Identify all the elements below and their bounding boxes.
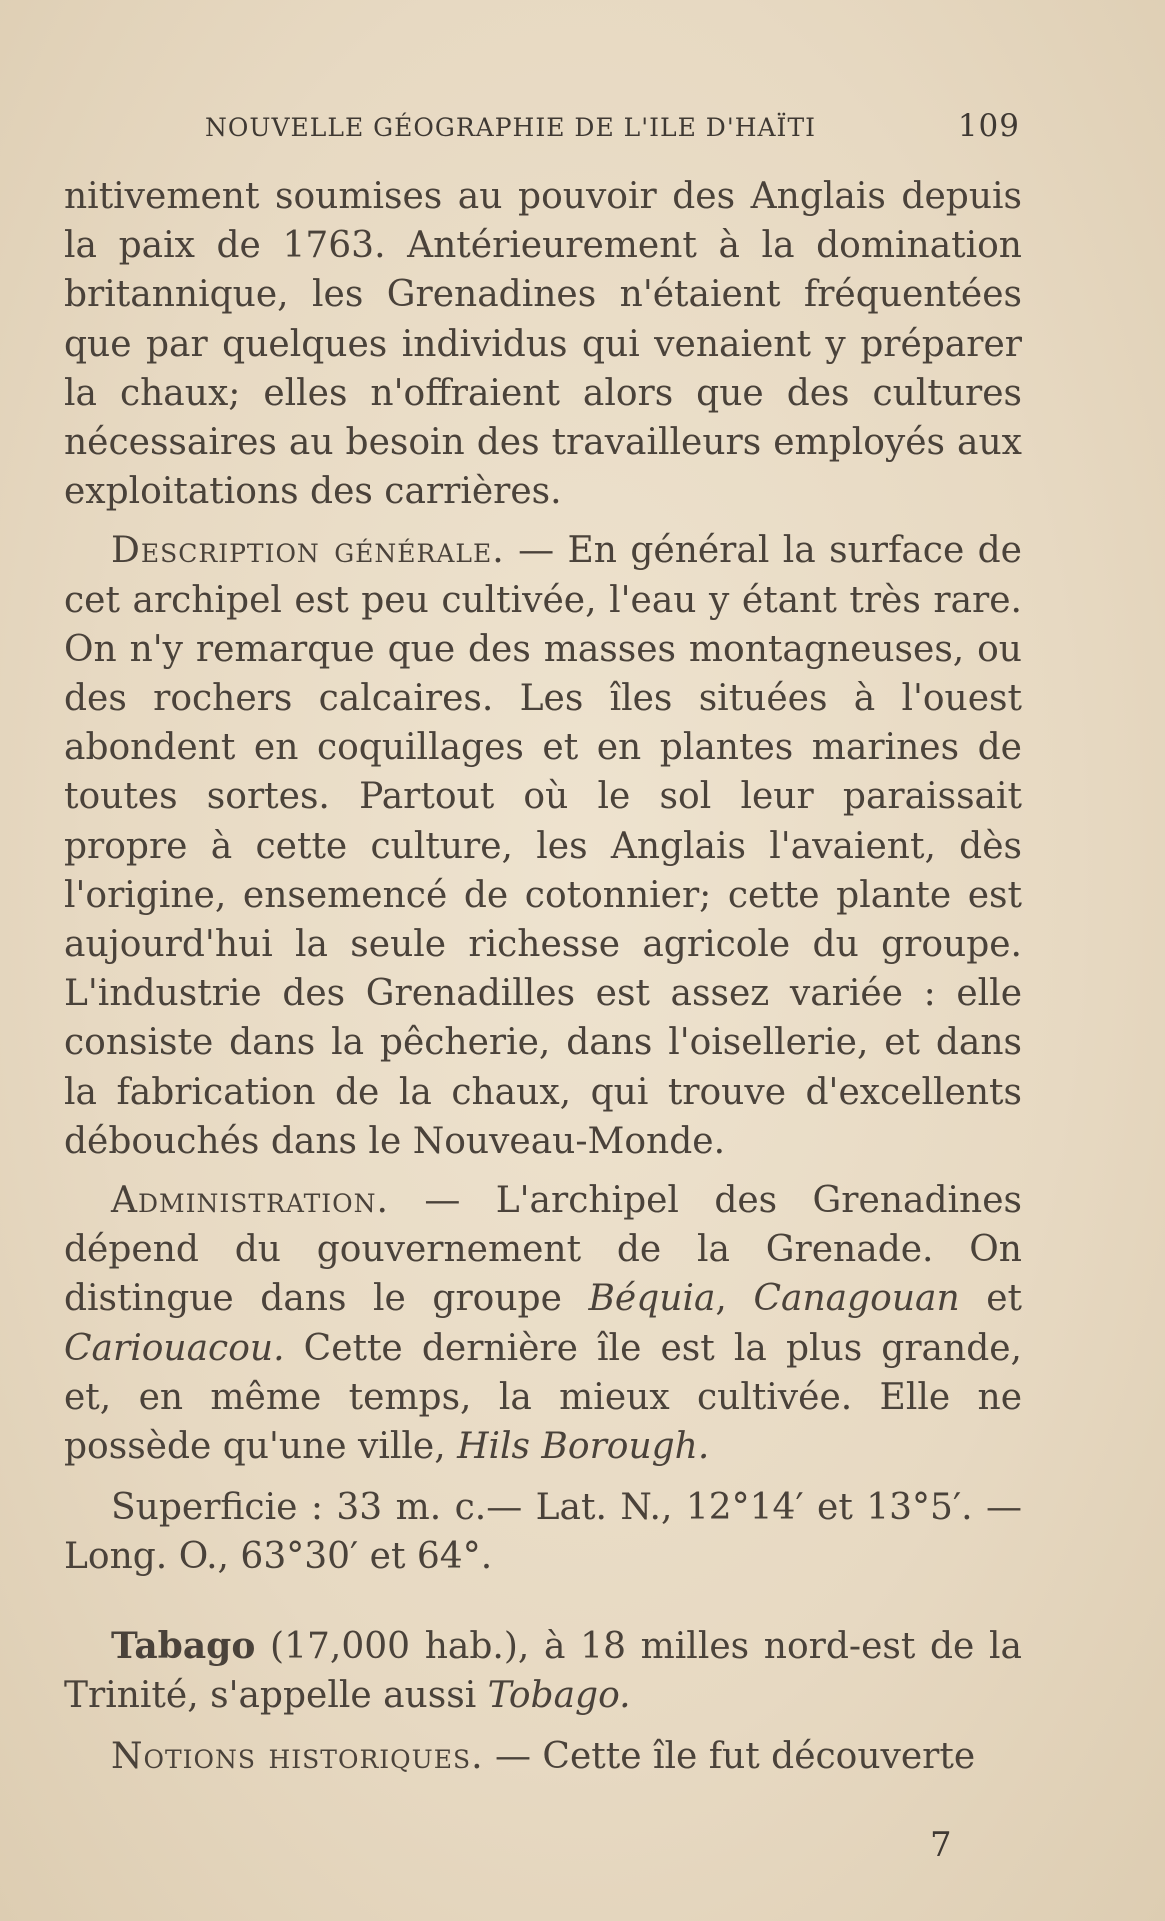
paragraph-text: — En général la surface de cet archipel est peu cultivée, l'eau y étant très rare. On n'y remarque que des masses montagneuses, ou des rochers calcaires. Les îles situées à l'ouest abondent en coquillages et en plantes marines de toutes sortes. Partout où le sol leur paraissait propre à cette culture, les Anglais l'avaient, dès l'origine, ensemencé de cotonnier; cette plante est aujourd'hui la seule richesse agricole du groupe. L'industrie des Grenadilles est assez variée : elle consiste dans la pêcherie, dans l'oisellerie, et dans la fabrication de la chaux, qui trouve d'excellents débouchés dans le Nouveau-Monde.	[64, 530, 1022, 1162]
paragraph-text: — Cette île fut découverte	[483, 1736, 976, 1778]
island-alt-name: Tobago.	[487, 1674, 631, 1716]
island-heading-tabago: Tabago	[111, 1624, 256, 1667]
signature-mark: 7	[930, 1825, 952, 1865]
paragraph-continuation	[64, 172, 1022, 516]
separator-text: et	[959, 1278, 1022, 1320]
section-heading-description: Description générale.	[111, 530, 505, 572]
page-number: 109	[957, 108, 1020, 144]
island-name-cariouacou: Cariouacou.	[64, 1327, 285, 1369]
paragraph-notions	[64, 1732, 1022, 1781]
paragraph-text: Cette dernière île est la plus grande, et, en même temps, la mieux cultivée. Elle ne possède qu'une ville,	[64, 1327, 1022, 1468]
paragraph-description	[64, 526, 1022, 1166]
separator-text: ,	[715, 1278, 754, 1320]
running-header	[205, 108, 1020, 144]
paragraph-tabago	[64, 1622, 1022, 1720]
paragraph-superficie	[64, 1483, 1022, 1581]
paragraph-text: — L'archipel des Grenadines dépend du gouvernement de la Grenade. On distingue dans le groupe	[64, 1180, 1022, 1320]
section-heading-administration: Administration.	[111, 1180, 389, 1222]
paragraph-text: (17,000 hab.), à 18 milles nord-est de la Trinité, s'appelle aussi	[64, 1625, 1022, 1716]
page-body	[64, 172, 1022, 1781]
island-name-bequia: Béquia	[588, 1278, 716, 1320]
paragraph-text: Superficie : 33 m. c.— Lat. N., 12°14′ et 13°5′. — Long. O., 63°30′ et 64°.	[64, 1487, 1022, 1578]
island-name-canagouan: Canagouan	[753, 1278, 960, 1320]
town-name: Hils Borough.	[457, 1426, 710, 1468]
running-title: NOUVELLE GÉOGRAPHIE DE L'ILE D'HAÏTI	[205, 113, 816, 142]
paragraph-administration	[64, 1176, 1022, 1471]
section-heading-notions: Notions historiques.	[111, 1736, 484, 1778]
paragraph-text: nitivement soumises au pouvoir des Anglais depuis la paix de 1763. Antérieurement à la domination britannique, les Grenadines n'étaient fréquentées que par quelques individus qui venaient y préparer la chaux; elles n'offraient alors que des cultures nécessaires au besoin des travailleurs employés aux exploitations des carrières.	[64, 176, 1022, 513]
